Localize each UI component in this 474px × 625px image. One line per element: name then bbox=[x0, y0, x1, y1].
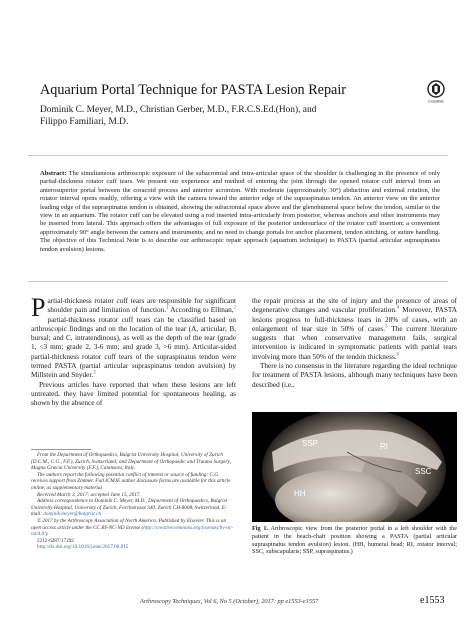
figure-caption-text: Arthroscopic view from the posterior portal in a left shoulder with the patient in the beach-chair position showing a PASTA (partial articular supraspinatus tendon avulsion) lesion. (HH, humeral head; RI, rotator interval; SSC, subscapularis; SSP, supraspinatus.) bbox=[252, 525, 457, 556]
abstract-label: Abstract: bbox=[40, 170, 67, 177]
author-list bbox=[40, 104, 420, 128]
label-ri: RI bbox=[380, 442, 388, 451]
authors-line-1: Dominik C. Meyer, M.D., Christian Gerber, M.D., F.R.C.S.Ed.(Hon), and bbox=[40, 105, 317, 115]
intro-text-3: partial-thickness rotator cuff tears can be classified based on arthroscopic findings and on the location of the tear (A, articular; B, bursal; and C, intratendinous), as well as the depth of the tear (grade 1, <3 mm; grade 2, 3-6 mm; and grade 3, >6 mm). Articular-sided partial-thickness rotator cuff tears of the supraspinatus tendon were termed PASTA (partial articular supraspinatus tendon avulsion) by Millstein and Snyder. bbox=[31, 315, 236, 380]
body-column-right bbox=[252, 297, 457, 390]
label-hh: HH bbox=[294, 489, 306, 498]
crossmark-label: CrossMark bbox=[428, 99, 444, 104]
citation-ref[interactable]: 5 bbox=[385, 324, 388, 330]
crossmark-icon[interactable] bbox=[426, 80, 446, 104]
label-ssc: SSC bbox=[415, 467, 432, 476]
page-number: e1553 bbox=[420, 595, 445, 606]
email-link[interactable]: dominik.meyer@balgrist.ch bbox=[43, 511, 102, 518]
intro-paragraph bbox=[31, 293, 237, 381]
body-paragraph: There is no consensus in the literature regarding the ideal technique for treatment of PASTA lesions, although many techniques have been described (i.e., bbox=[252, 362, 457, 389]
citation-ref[interactable]: 1 bbox=[166, 305, 169, 311]
footnote-divider bbox=[31, 449, 91, 450]
intro-text-2: According to Ellman, bbox=[168, 306, 234, 315]
footnote-received: Received March 3, 2017; accepted June 15, 2017. bbox=[37, 491, 141, 498]
body-paragraph bbox=[252, 297, 457, 362]
license-text: © 2017 by the Arthroscopy Association of North America. Published by Elsevier. This is an open access article under the CC BY-NC-ND license ( bbox=[31, 517, 227, 531]
body-text-1: the repair process at the site of injury and the presence of areas of degenerative changes and vascular proliferation. bbox=[252, 297, 457, 315]
divider-middle bbox=[28, 281, 448, 282]
arthroscopic-figure bbox=[252, 412, 457, 522]
footnote-correspondence bbox=[31, 498, 236, 518]
figure-caption-label: Fig 1. bbox=[252, 525, 269, 532]
abstract-text: The simultaneous arthroscopic exposure of the subacromial and intra-articular space of the shoulder is challenging in the presence of only partial-thickness rotator cuff tears. We present our experience and method of entering the joint through the opened rotator cuff interval from an anterosuperior portal between the coracoid process and anterior acromion. With moderate (approximately 30°) abduction and external rotation, the rotator interval opens readily, offering a view with the camera toward the anterior edge of the supraspinatus tendon. An anterior view on the anterior leading edge of the supraspinatus tendon is obtained, showing the subacromial space above and the glenohumeral space below the tendon, similar to the view in an aquarium. The rotator cuff can be elevated using a rod inserted intra-articularly from posterior, whereas anchors and other instruments may be inserted from lateral. This approach offers the advantages of full exposure of the posterior undersurface of the rotator cuff insertion; a convenient approximately 90° angle between the camera and instruments; and no need to change portals for anchor placement, tendon stitching, or suture handling. The objective of this Technical Note is to describe our arthroscopic repair approach (aquarium technique) to PASTA (partial articular supraspinatus tendon avulsion) lesions. bbox=[40, 170, 440, 253]
body-text-2: Moreover, PASTA lesions progress to full-thickness tears in 28% of cases, with an enlargement of tear size in 50% of cases. bbox=[252, 306, 457, 333]
body-column-left bbox=[31, 293, 237, 409]
citation-ref[interactable]: 6 bbox=[396, 352, 400, 358]
license-text-end: ). bbox=[45, 531, 49, 538]
citation-ref[interactable]: 3 bbox=[93, 370, 96, 376]
footnote-issn: 2212-6287/17292 bbox=[37, 537, 74, 544]
drop-cap: P bbox=[31, 293, 46, 322]
abstract bbox=[40, 170, 440, 254]
journal-citation: Arthroscopy Techniques, Vol 6, No 5 (October), 2017: pp e1553-e1557 bbox=[140, 598, 319, 605]
intro-text-1: artial-thickness rotator cuff tears are responsible for significant shoulder pain and limitation of function. bbox=[47, 297, 236, 315]
label-ssp: SSP bbox=[302, 439, 319, 448]
authors-line-2: Filippo Familiari, M.D. bbox=[40, 117, 129, 127]
footnotes bbox=[31, 452, 236, 551]
figure-caption bbox=[252, 525, 457, 556]
doi-link[interactable]: http://dx.doi.org/10.1016/j.eats.2017.06.015 bbox=[37, 544, 129, 551]
footnote-conflict: The authors report the following potential conflict of interest or source of funding: C.G. receives support from Zimmer. Full ICMJE author disclosure forms are available for this article online, as supplementary material. bbox=[31, 471, 231, 491]
body-paragraph: Previous articles have reported that when these lesions are left untreated, they have limited potential for spontaneous healing, as shown by the absence of bbox=[31, 380, 236, 408]
correspondence-text: Address correspondence to Dominik C. Meyer, M.D., Department of Orthopaedics, Balgrist University Hospital, University of Zurich, Forchstrasse 340, Zurich CH-8008, Switzerland. E-mail: bbox=[31, 498, 228, 518]
footnote-license bbox=[31, 518, 236, 538]
divider-top bbox=[28, 155, 448, 156]
arthroscopic-image bbox=[252, 412, 457, 522]
license-link[interactable]: http://creativecommons.org/licenses/by-nc-nd/4.0/ bbox=[31, 524, 233, 538]
article-title: Aquarium Portal Technique for PASTA Lesion Repair bbox=[40, 82, 347, 98]
body-text-3: The current literature suggests that when conservative management fails, surgical intervention is indicated in symptomatic patients with partial tears involving more than 50% of the tendon thickness. bbox=[252, 324, 457, 361]
citation-ref[interactable]: 4 bbox=[396, 305, 400, 311]
footnote-affiliation: From the Department of Orthopaedics, Balgrist University Hospital, University of Zurich (D.C.M., C.G., F.F.), Zurich, Switzerland; and Department of Orthopaedic and Trauma Surgery, Magna Græcia University (F.F.), Catanzaro, Italy. bbox=[31, 452, 231, 472]
citation-ref[interactable]: 2 bbox=[233, 305, 237, 311]
